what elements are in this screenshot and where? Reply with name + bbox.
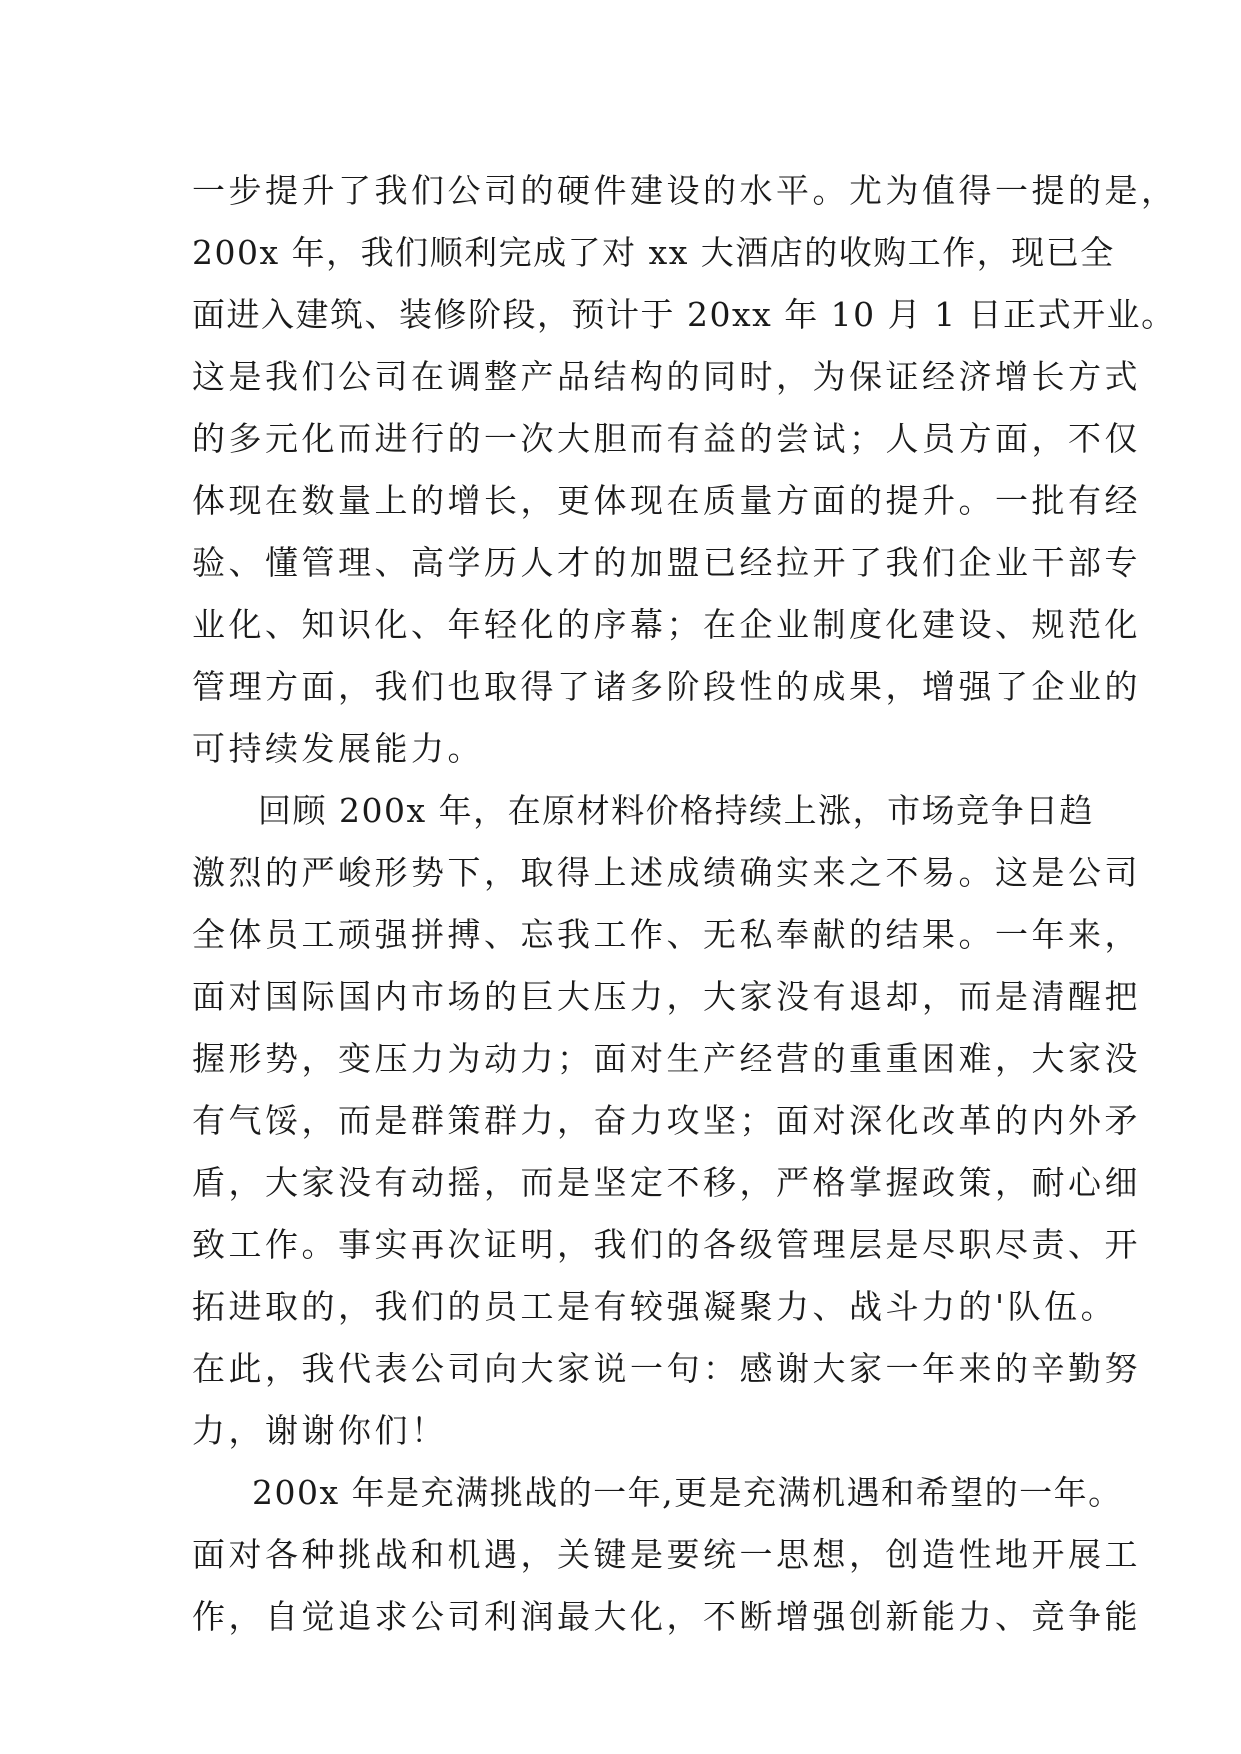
text-line: 200x 年是充满挑战的一年,更是充满机遇和希望的一年。 bbox=[252, 1473, 1123, 1512]
text-line: 有气馁，而是群策群力，奋力攻坚；面对深化改革的内外矛 bbox=[192, 1101, 1141, 1140]
text-line: 面进入建筑、装修阶段，预计于 20xx 年 10 月 1 日正式开业。 bbox=[192, 295, 1176, 334]
text-line: 盾，大家没有动摇，而是坚定不移，严格掌握政策，耐心细 bbox=[192, 1163, 1141, 1202]
text-line: 管理方面，我们也取得了诸多阶段性的成果，增强了企业的 bbox=[192, 667, 1141, 706]
text-line: 力，谢谢你们！ bbox=[192, 1411, 448, 1450]
text-line: 业化、知识化、年轻化的序幕；在企业制度化建设、规范化 bbox=[192, 605, 1141, 644]
text-line: 全体员工顽强拼搏、忘我工作、无私奉献的结果。一年来， bbox=[192, 915, 1141, 954]
text-line: 可持续发展能力。 bbox=[192, 729, 484, 768]
text-line: 致工作。事实再次证明，我们的各级管理层是尽职尽责、开 bbox=[192, 1225, 1141, 1264]
text-line: 在此，我代表公司向大家说一句：感谢大家一年来的辛勤努 bbox=[192, 1349, 1141, 1388]
text-line: 拓进取的，我们的员工是有较强凝聚力、战斗力的'队伍。 bbox=[192, 1287, 1118, 1326]
text-line: 面对各种挑战和机遇，关键是要统一思想，创造性地开展工 bbox=[192, 1535, 1141, 1574]
text-line: 验、懂管理、高学历人才的加盟已经拉开了我们企业干部专 bbox=[192, 543, 1141, 582]
text-line: 回顾 200x 年，在原材料价格持续上涨，市场竞争日趋 bbox=[258, 791, 1095, 830]
text-line: 握形势，变压力为动力；面对生产经营的重重困难，大家没 bbox=[192, 1039, 1141, 1078]
text-line: 这是我们公司在调整产品结构的同时，为保证经济增长方式 bbox=[192, 357, 1141, 396]
text-line: 作，自觉追求公司利润最大化，不断增强创新能力、竞争能 bbox=[192, 1597, 1141, 1636]
text-line: 的多元化而进行的一次大胆而有益的尝试；人员方面，不仅 bbox=[192, 419, 1141, 458]
body-text bbox=[192, 160, 1178, 1648]
text-line: 面对国际国内市场的巨大压力，大家没有退却，而是清醒把 bbox=[192, 977, 1141, 1016]
text-line: 一步提升了我们公司的硬件建设的水平。尤为值得一提的是， bbox=[192, 171, 1178, 210]
text-line: 200x 年，我们顺利完成了对 xx 大酒店的收购工作，现已全 bbox=[192, 233, 1115, 272]
text-line: 体现在数量上的增长，更体现在质量方面的提升。一批有经 bbox=[192, 481, 1141, 520]
text-line: 激烈的严峻形势下，取得上述成绩确实来之不易。这是公司 bbox=[192, 853, 1141, 892]
